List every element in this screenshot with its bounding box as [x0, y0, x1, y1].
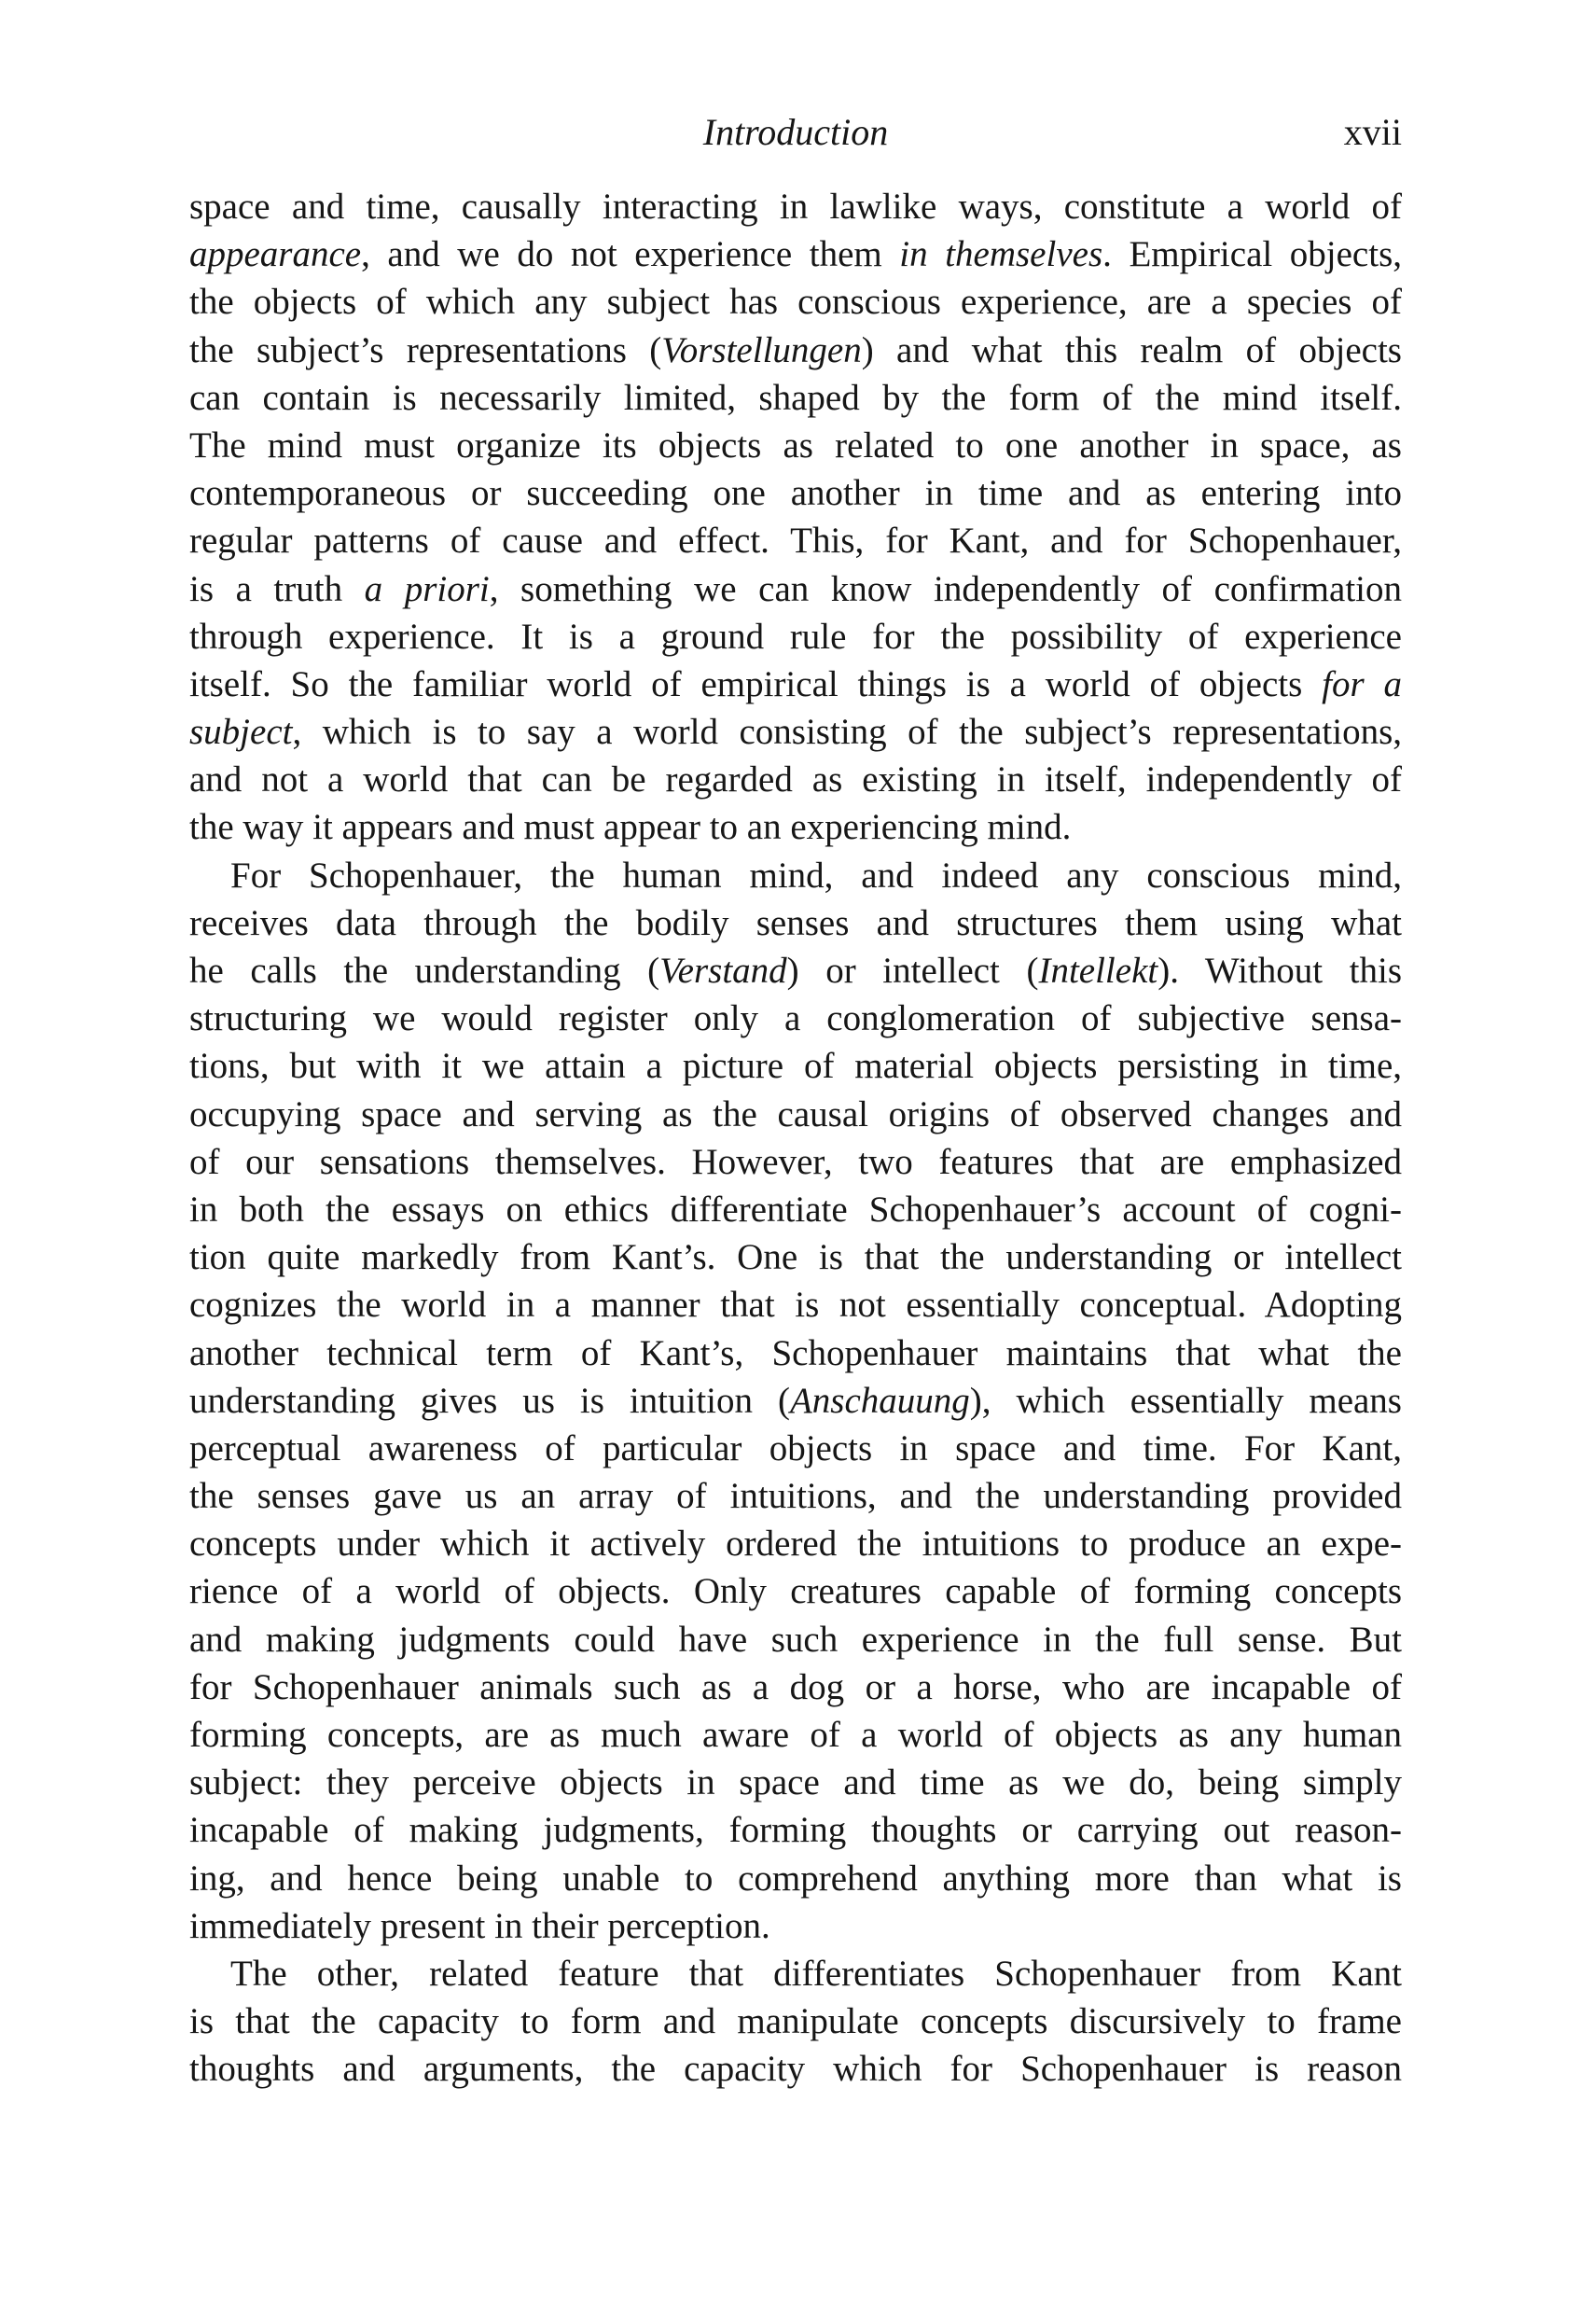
- text-line: the way it appears and must appear to an experiencing mind.: [189, 807, 1072, 848]
- text-line: contemporaneous or succeeding one another in time and as entering into: [189, 473, 1402, 514]
- text-line: subject: they perceive objects in space and time as we do, being simply: [189, 1762, 1402, 1803]
- text-line: ing, and hence being unable to comprehend anything more than what is: [189, 1858, 1402, 1899]
- text-line: rience of a world of objects. Only creatures capable of forming concepts: [189, 1571, 1402, 1612]
- text-line: the subject’s representations (Vorstellungen) and what this realm of objects: [189, 329, 1402, 370]
- text-line: receives data through the bodily senses and structures them using what: [189, 902, 1402, 943]
- text-line: perceptual awareness of particular objects in space and time. For Kant,: [189, 1427, 1402, 1468]
- text-line: The other, related feature that differentiates Schopenhauer from Kant: [230, 1953, 1402, 1994]
- page-number: xvii: [1343, 111, 1402, 153]
- text-line: can contain is necessarily limited, shaped by the form of the mind itself.: [189, 377, 1402, 418]
- text-line: immediately present in their perception.: [189, 1905, 770, 1946]
- text-line: is that the capacity to form and manipulate concepts discursively to frame: [189, 2001, 1402, 2042]
- text-line: incapable of making judgments, forming thoughts or carrying out reason-: [189, 1810, 1402, 1851]
- body-text: [189, 183, 1402, 2094]
- running-title: Introduction: [702, 111, 889, 153]
- text-line: space and time, causally interacting in lawlike ways, constitute a world of: [189, 187, 1402, 227]
- text-line: cognizes the world in a manner that is not essentially conceptual. Adopting: [189, 1285, 1402, 1326]
- text-line: the senses gave us an array of intuitions, and the understanding provided: [189, 1476, 1402, 1517]
- text-line: For Schopenhauer, the human mind, and indeed any conscious mind,: [230, 855, 1402, 896]
- text-line: regular patterns of cause and effect. This, for Kant, and for Schopenhauer,: [189, 521, 1402, 562]
- text-line: through experience. It is a ground rule for the possibility of experience: [189, 616, 1402, 657]
- running-head: [189, 104, 1402, 160]
- text-line: concepts under which it actively ordered the intuitions to produce an expe-: [189, 1524, 1402, 1565]
- text-line: and making judgments could have such experience in the full sense. But: [189, 1619, 1402, 1660]
- text-line: occupying space and serving as the causal origins of observed changes and: [189, 1093, 1402, 1134]
- text-line: structuring we would register only a conglomeration of subjective sensa-: [189, 998, 1402, 1039]
- text-line: for Schopenhauer animals such as a dog or a horse, who are incapable of: [189, 1666, 1402, 1707]
- text-line: The mind must organize its objects as related to one another in space, as: [189, 424, 1402, 466]
- text-line: tion quite markedly from Kant’s. One is that the understanding or intellect: [189, 1237, 1402, 1278]
- text-line: is a truth a priori, something we can know independently of confirmation: [189, 568, 1403, 609]
- text-line: of our sensations themselves. However, two features that are emphasized: [189, 1141, 1402, 1182]
- text-line: tions, but with it we attain a picture of material objects persisting in time,: [189, 1046, 1402, 1087]
- text-line: appearance, and we do not experience them in themselves. Empirical objects,: [189, 234, 1403, 275]
- text-line: subject, which is to say a world consisting of the subject’s representations,: [189, 712, 1402, 753]
- text-line: in both the essays on ethics differentiate Schopenhauer’s account of cogni-: [189, 1189, 1402, 1230]
- text-line: another technical term of Kant’s, Schopenhauer maintains that what the: [189, 1332, 1402, 1373]
- text-line: the objects of which any subject has conscious experience, are a species of: [189, 282, 1402, 323]
- text-line: and not a world that can be regarded as existing in itself, independently of: [189, 759, 1402, 800]
- text-line: he calls the understanding (Verstand) or intellect (Intellekt). Without this: [189, 951, 1402, 991]
- text-line: understanding gives us is intuition (Anschauung), which essentially means: [189, 1380, 1402, 1421]
- text-line: forming concepts, are as much aware of a world of objects as any human: [189, 1715, 1402, 1755]
- text-line: itself. So the familiar world of empirical things is a world of objects for a: [189, 663, 1402, 704]
- text-line: thoughts and arguments, the capacity which for Schopenhauer is reason: [189, 2049, 1402, 2090]
